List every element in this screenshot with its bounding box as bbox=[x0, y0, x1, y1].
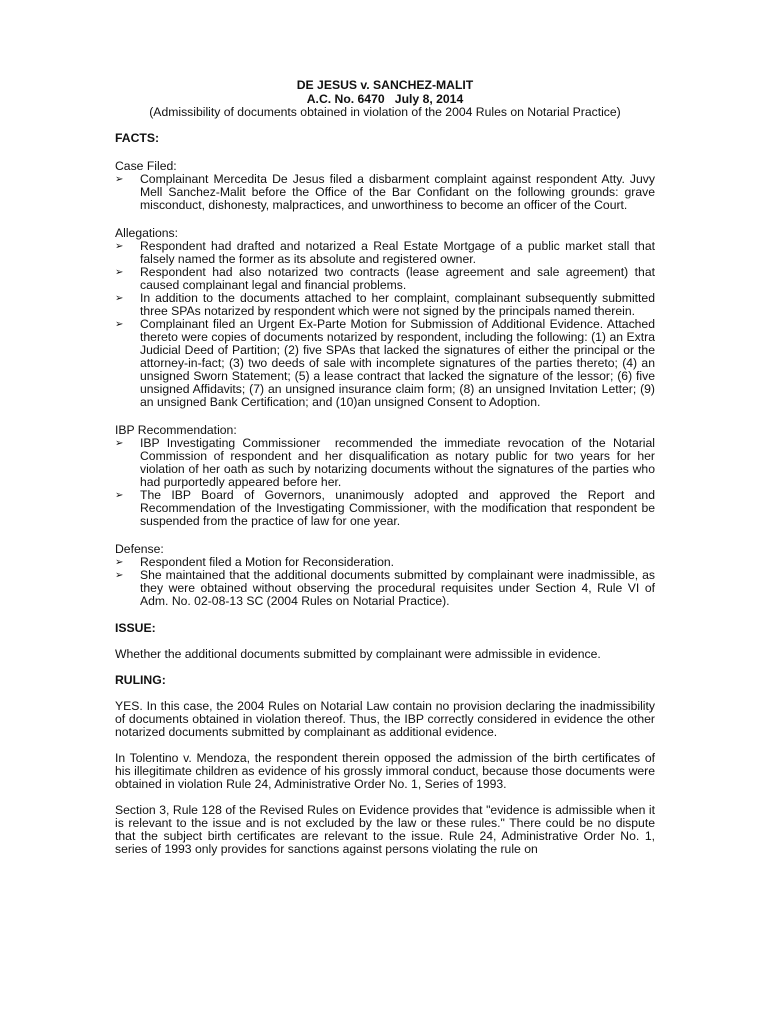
case-filed-label: Case Filed: bbox=[115, 158, 177, 173]
facts-allegations bbox=[115, 227, 655, 409]
case-title: DE JESUS v. SANCHEZ-MALIT bbox=[296, 78, 474, 92]
list-item: ➢ Respondent had also notarized two contracts (lease agreement and sale agreement) that caused complainant legal and financial problems. bbox=[115, 264, 655, 292]
list-item: ➢ Respondent filed a Motion for Reconsideration. bbox=[115, 554, 395, 569]
facts-case-filed bbox=[115, 160, 655, 212]
list-item: ➢ In addition to the documents attached to her complaint, complainant subsequently submitted three SPAs notarized by respondent which were not signed by the principals named therein. bbox=[115, 290, 655, 318]
issue-heading: ISSUE: bbox=[115, 620, 156, 635]
ibp-recommendation-label: IBP Recommendation: bbox=[115, 422, 237, 437]
facts-defense bbox=[115, 543, 655, 608]
arrow-bullet-icon: ➢ bbox=[115, 318, 124, 330]
arrow-bullet-icon: ➢ bbox=[115, 489, 124, 501]
allegations-label: Allegations: bbox=[115, 225, 179, 240]
case-header bbox=[115, 0, 655, 120]
arrow-bullet-icon: ➢ bbox=[115, 569, 124, 581]
list-item: ➢ IBP Investigating Commissioner recommended the immediate revocation of the Notarial Commission of respondent and her disqualification as notary public for two years for her violation of her oath as such by notarizing documents without the signatures of the parties who had purportedly appeared before her. bbox=[115, 435, 659, 489]
case-number-date: A.C. No. 6470 July 8, 2014 bbox=[306, 91, 464, 106]
list-item: ➢ Complainant Mercedita De Jesus filed a disbarment complaint against respondent Atty. Juvy Mell Sanchez-Malit before the Office of the Bar Confidant on the following grounds: grave misconduct, dishonesty, malpractices, and unworthiness to become an officer of the Court. bbox=[115, 171, 655, 212]
arrow-bullet-icon: ➢ bbox=[115, 556, 124, 568]
list-item: ➢ Complainant filed an Urgent Ex-Parte Motion for Submission of Additional Evidence. Attached thereto were copies of documents notarized by respondent, including the following: (1) an Extra Judicial Deed of Partition; (2) five SPAs that lacked the signatures of either the principal or the attorney-in-fact; (3) two deeds of sale with incomplete signatures of the parties thereto; (4) an unsigned Sworn Statement; (5) a lease contract that lacked the signature of the lessor; (6) five unsigned Affidavits; (7) an unsigned insurance claim form; (8) an unsigned Invitation Letter; (9) an unsigned Bank Certification; and (10)an unsigned Consent to Adoption. bbox=[115, 316, 655, 409]
arrow-bullet-icon: ➢ bbox=[115, 173, 124, 185]
ruling-paragraph: In Tolentino v. Mendoza, the respondent therein opposed the admission of the birth certificates of his illegitimate children as evidence of his grossly immoral conduct, because those documents were obtained in violation Rule 24, Administrative Order No. 1, Series of 1993. bbox=[115, 750, 655, 791]
facts-ibp-recommendation bbox=[115, 422, 659, 528]
defense-label: Defense: bbox=[115, 541, 164, 556]
arrow-bullet-icon: ➢ bbox=[115, 437, 124, 449]
facts-heading: FACTS: bbox=[115, 130, 160, 145]
ruling-heading: RULING: bbox=[115, 672, 166, 687]
arrow-bullet-icon: ➢ bbox=[115, 240, 124, 252]
ruling-paragraph: Section 3, Rule 128 of the Revised Rules on Evidence provides that "evidence is admissible when it is relevant to the issue and is not excluded by the law or these rules." There could be no dispute that the subject birth certificates are relevant to the issue. Rule 24, Administrative Order No. 1, series of 1993 only provides for sanctions against persons violating the rule on bbox=[115, 802, 655, 856]
list-item: ➢ She maintained that the additional documents submitted by complainant were inadmissible, as they were obtained without observing the procedural requisites under Section 4, Rule VI of Adm. No. 02-08-13 SC (2004 Rules on Notarial Practice). bbox=[115, 567, 655, 608]
arrow-bullet-icon: ➢ bbox=[115, 292, 124, 304]
list-item: ➢ Respondent had drafted and notarized a Real Estate Mortgage of a public market stall that falsely named the former as its absolute and registered owner. bbox=[115, 238, 655, 266]
case-subtitle: (Admissibility of documents obtained in violation of the 2004 Rules on Notarial Practice) bbox=[149, 105, 621, 119]
ruling-paragraph: YES. In this case, the 2004 Rules on Notarial Law contain no provision declaring the inadmissibility of documents obtained in violation thereof. Thus, the IBP correctly considered in evidence the other notarized documents submitted by complainant as additional evidence. bbox=[115, 698, 655, 739]
arrow-bullet-icon: ➢ bbox=[115, 266, 124, 278]
issue-text: Whether the additional documents submitted by complainant were admissible in evidence. bbox=[115, 646, 601, 661]
list-item: ➢ The IBP Board of Governors, unanimously adopted and approved the Report and Recommendation of the Investigating Commissioner, with the modification that respondent be suspended from the practice of law for one year. bbox=[115, 487, 655, 528]
